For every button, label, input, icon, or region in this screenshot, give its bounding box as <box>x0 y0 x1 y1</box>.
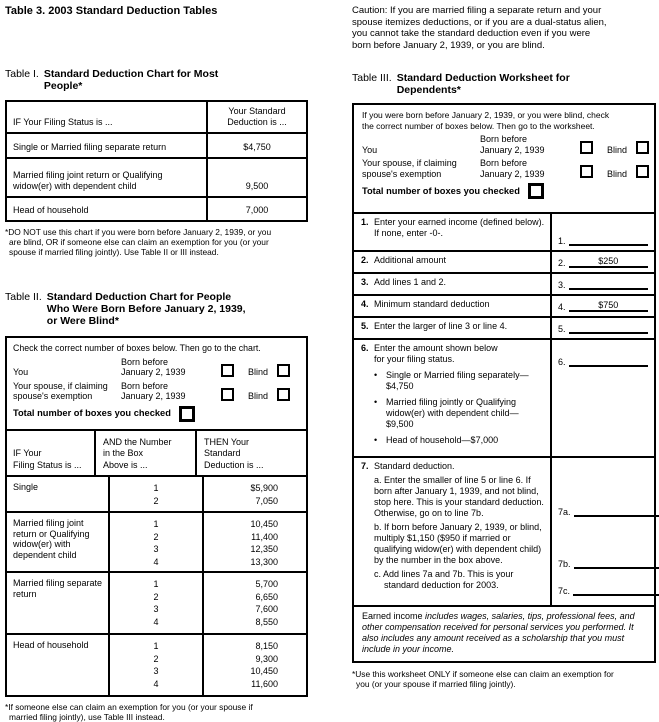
spouse-born-before-checkbox[interactable] <box>221 388 234 401</box>
line-number: 7. <box>361 461 369 471</box>
line-text: Standard deduction. a. Enter the smaller of line 5 or line 6. If born after January 1, 1939, and not blind, stop here. This is your standard deduction. Otherwise, go on to line 7b. b. If born before January 2, 1939, or blind, multiply $1,150 ($950 if married or qualifying widow(er) with dependent child) by the number in the box above. c. Add lines 7a and 7b. This is your standard deduction for 2003. <box>374 461 546 601</box>
filing-status-cell: Married filing joint return or Qualifying widow(er) with dependent child <box>13 170 163 191</box>
born-before-label: Born before January 2, 1939 <box>480 134 545 155</box>
deduction-amount-list: 8,150 9,300 10,450 11,600 <box>250 641 278 689</box>
you-label: You <box>362 144 378 155</box>
line5-answer-field[interactable] <box>569 322 648 334</box>
chart-header-number: AND the Number in the Box Above is ... <box>94 431 195 475</box>
deduction-amount-list: 5,700 6,650 7,600 8,550 <box>255 579 278 627</box>
table3-footnote: *Use this worksheet ONLY if someone else can claim an exemption for you (or your spouse if married filing jointly). <box>352 669 614 689</box>
chart-header-filing-status: IF Your Filing Status is ... <box>13 448 82 470</box>
table1-row <box>7 157 306 196</box>
you-checkbox-row <box>13 357 300 378</box>
table2-row-head-of-household <box>7 633 306 695</box>
spouse-label: Your spouse, if claiming spouse's exemption <box>13 380 108 401</box>
table1-heading <box>5 68 308 92</box>
line7b-answer-field[interactable] <box>574 557 659 569</box>
you-checkbox-row <box>362 134 648 155</box>
spouse-blind-checkbox[interactable] <box>636 165 649 178</box>
worksheet-line-7: 7. Standard deduction. a. Enter the smaller of line 5 or line 6. If born after January 1, 1939, and not blind, stop here. This is your standard deduction. Otherwise, go on to line 7b. b. If born before January 2, 1939, or blind, multiply $1,150 ($950 if married or qualifying widow(er) with dependent child) by the number in the box above. c. Add lines 7a and 7b. This is your standard deduction for 2003. 7a. 7b. 7c. <box>354 456 654 605</box>
chart-header-deduction: THEN Your Standard Deduction is ... <box>195 431 306 475</box>
filing-status-bullet: • Single or Married filing separately—$4,750 <box>374 370 546 392</box>
blind-label: Blind <box>607 144 628 155</box>
line-number: 2. <box>361 255 369 265</box>
you-born-before-checkbox[interactable] <box>580 141 593 154</box>
line-number: 3. <box>361 277 369 287</box>
you-blind-checkbox[interactable] <box>636 141 649 154</box>
line1-answer-field[interactable] <box>569 234 648 246</box>
line-text: Enter the amount shown below for your filing status. • Single or Married filing separately—$4,750 • Married filing jointly or Qualifying widow(er) with dependent child—$9,500 • Head of household—$7,000 <box>374 343 546 452</box>
box-number-list: 1 2 <box>153 483 159 506</box>
table2-chart-header-row <box>7 429 306 475</box>
line-7c-text: c. Add lines 7a and 7b. This is your standard deduction for 2003. <box>374 569 514 590</box>
total-boxes-label: Total number of boxes you checked <box>13 408 171 419</box>
table2-footnote: *If someone else can claim an exemption for you (or your spouse if married filing jointly), use Table III instead. <box>5 702 253 722</box>
filing-status-cell: Head of household <box>13 205 89 215</box>
box-number-list: 1 2 3 4 <box>153 519 159 567</box>
table2-row-married-separate <box>7 571 306 633</box>
spouse-label: Your spouse, if claiming spouse's exemption <box>362 158 457 179</box>
table2-checkbox-section <box>7 338 306 429</box>
filing-status-cell: Head of household <box>13 640 89 650</box>
line7c-answer-field[interactable] <box>573 584 659 596</box>
spouse-born-before-checkbox[interactable] <box>580 165 593 178</box>
line-text: Additional amount <box>374 255 447 265</box>
line-number: 5. <box>361 321 369 331</box>
deduction-amount-cell: 7,000 <box>206 198 306 220</box>
filing-status-cell: Single <box>13 482 39 492</box>
line-number: 1. <box>361 217 369 227</box>
left-column <box>5 5 308 722</box>
table3-checkbox-instruction: If you were born before January 2, 1939, or you were blind, check the correct number of boxes below. Then go to the worksheet. <box>362 110 610 131</box>
table1-label: Table I. <box>5 68 39 80</box>
you-born-before-checkbox[interactable] <box>221 364 234 377</box>
line3-answer-field[interactable] <box>569 278 648 290</box>
line-number: 4. <box>361 299 369 309</box>
table2-heading <box>5 291 308 327</box>
line-text: Add lines 1 and 2. <box>374 277 447 287</box>
table1-box <box>5 100 308 222</box>
worksheet-line-2: 2. Additional amount 2. $250 <box>354 250 654 272</box>
line4-answer-field[interactable]: $750 <box>569 300 648 312</box>
you-label: You <box>13 367 29 377</box>
worksheet-line-1: 1. Enter your earned income (defined below). If none, enter -0-. 1. <box>354 212 654 250</box>
table1-row <box>7 132 306 157</box>
worksheet-line-4: 4. Minimum standard deduction 4. $750 <box>354 294 654 316</box>
table3-heading <box>352 72 656 96</box>
line-text: Enter your earned income (defined below). If none, enter -0-. <box>374 217 545 238</box>
blind-label: Blind <box>248 367 269 377</box>
box-number-list: 1 2 3 4 <box>153 579 159 627</box>
caution-text: Caution: If you are married filing a separate return and your spouse itemizes deductions, or if you are a dual-status alien, you cannot take the standard deduction even if you were born before January 2, 1939, or you are blind. <box>352 5 607 51</box>
line-7b-text: b. If born before January 2, 1939, or blind, multiply $1,150 ($950 if married or qualifying widow(er) with dependent child) by the number in the box above. <box>374 522 542 565</box>
worksheet-line-5: 5. Enter the larger of line 3 or line 4. 5. <box>354 316 654 338</box>
table2-row-single <box>7 475 306 511</box>
born-before-label: Born before January 2, 1939 <box>121 356 186 377</box>
table2-row-married-joint <box>7 511 306 571</box>
line-text: Minimum standard deduction <box>374 299 490 309</box>
line-text: Enter the larger of line 3 or line 4. <box>374 321 508 331</box>
table3-box <box>352 103 656 663</box>
line-number: 6. <box>361 343 369 353</box>
total-boxes-label: Total number of boxes you checked <box>362 185 520 196</box>
deduction-amount-cell: $4,750 <box>206 134 306 157</box>
table3-title: Standard Deduction Worksheet for Dependents* <box>396 72 570 96</box>
right-column <box>352 5 656 689</box>
table3-checkbox-section <box>354 105 654 212</box>
line-7a-text: a. Enter the smaller of line 5 or line 6. If born after January 1, 1939, and not blind, stop here. This is your standard deduction. Otherwise, go on to line 7b. <box>374 475 544 518</box>
line6-answer-field[interactable] <box>569 355 648 367</box>
total-boxes-input[interactable] <box>528 183 544 199</box>
filing-status-cell: Single or Married filing separate return <box>13 142 167 152</box>
deduction-amount-list: $5,900 7,050 <box>250 483 278 506</box>
table1-row <box>7 196 306 220</box>
table2-box <box>5 336 308 697</box>
table2-title: Standard Deduction Chart for People Who Were Born Before January 2, 1939, or Were Blind* <box>46 291 246 327</box>
total-boxes-row <box>13 406 300 422</box>
filing-status-cell: Married filing joint return or Qualifying widow(er) with dependent child <box>13 518 90 560</box>
filing-status-bullet: • Married filing jointly or Qualifying widow(er) with dependent child—$9,500 <box>374 397 546 430</box>
you-blind-checkbox[interactable] <box>277 364 290 377</box>
line2-answer-field[interactable]: $250 <box>569 256 648 268</box>
table1-header-filing-status: IF Your Filing Status is ... <box>13 117 113 127</box>
worksheet-line-6: 6. Enter the amount shown below for your filing status. • Single or Married filing separately—$4,750 • Married filing jointly or Qualifying widow(er) with dependent child—$9,500 • Head of household—$7,000 6. <box>354 338 654 456</box>
box-number-list: 1 2 3 4 <box>153 641 159 689</box>
table1-title: Standard Deduction Chart for Most People* <box>43 68 219 92</box>
filing-status-cell: Married filing separate return <box>13 578 103 599</box>
born-before-label: Born before January 2, 1939 <box>480 158 545 179</box>
table1-header-deduction: Your Standard Deduction is ... <box>206 102 306 132</box>
table1-header-row <box>7 102 306 132</box>
worksheet-line-3: 3. Add lines 1 and 2. 3. <box>354 272 654 294</box>
table1-footnote: *DO NOT use this chart if you were born before January 2, 1939, or you are blind, OR if someone else can claim an exemption for you (or your spouse if married filing jointly). Use Table II or III instead. <box>5 227 272 257</box>
earned-income-note: Earned income includes wages, salaries, tips, professional fees, and other compensation received for personal services you performed. It also includes any amount received as a scholarship that you must include in your income. <box>354 605 654 661</box>
blind-label: Blind <box>248 391 269 401</box>
deduction-amount-cell: 9,500 <box>206 159 306 196</box>
filing-status-bullet: • Head of household—$7,000 <box>374 435 546 446</box>
spouse-checkbox-row <box>13 381 300 402</box>
total-boxes-input[interactable] <box>179 406 195 422</box>
total-boxes-row <box>362 183 648 199</box>
page-title: Table 3. 2003 Standard Deduction Tables <box>5 5 218 17</box>
line7a-answer-field[interactable] <box>574 505 659 517</box>
deduction-amount-list: 10,450 11,400 12,350 13,300 <box>250 519 278 567</box>
table3-label: Table III. <box>352 72 392 84</box>
blind-label: Blind <box>607 168 628 179</box>
table2-checkbox-instruction: Check the correct number of boxes below. Then go to the chart. <box>13 343 261 353</box>
born-before-label: Born before January 2, 1939 <box>121 380 186 401</box>
table2-label: Table II. <box>5 291 42 303</box>
spouse-blind-checkbox[interactable] <box>277 388 290 401</box>
spouse-checkbox-row <box>362 158 648 179</box>
